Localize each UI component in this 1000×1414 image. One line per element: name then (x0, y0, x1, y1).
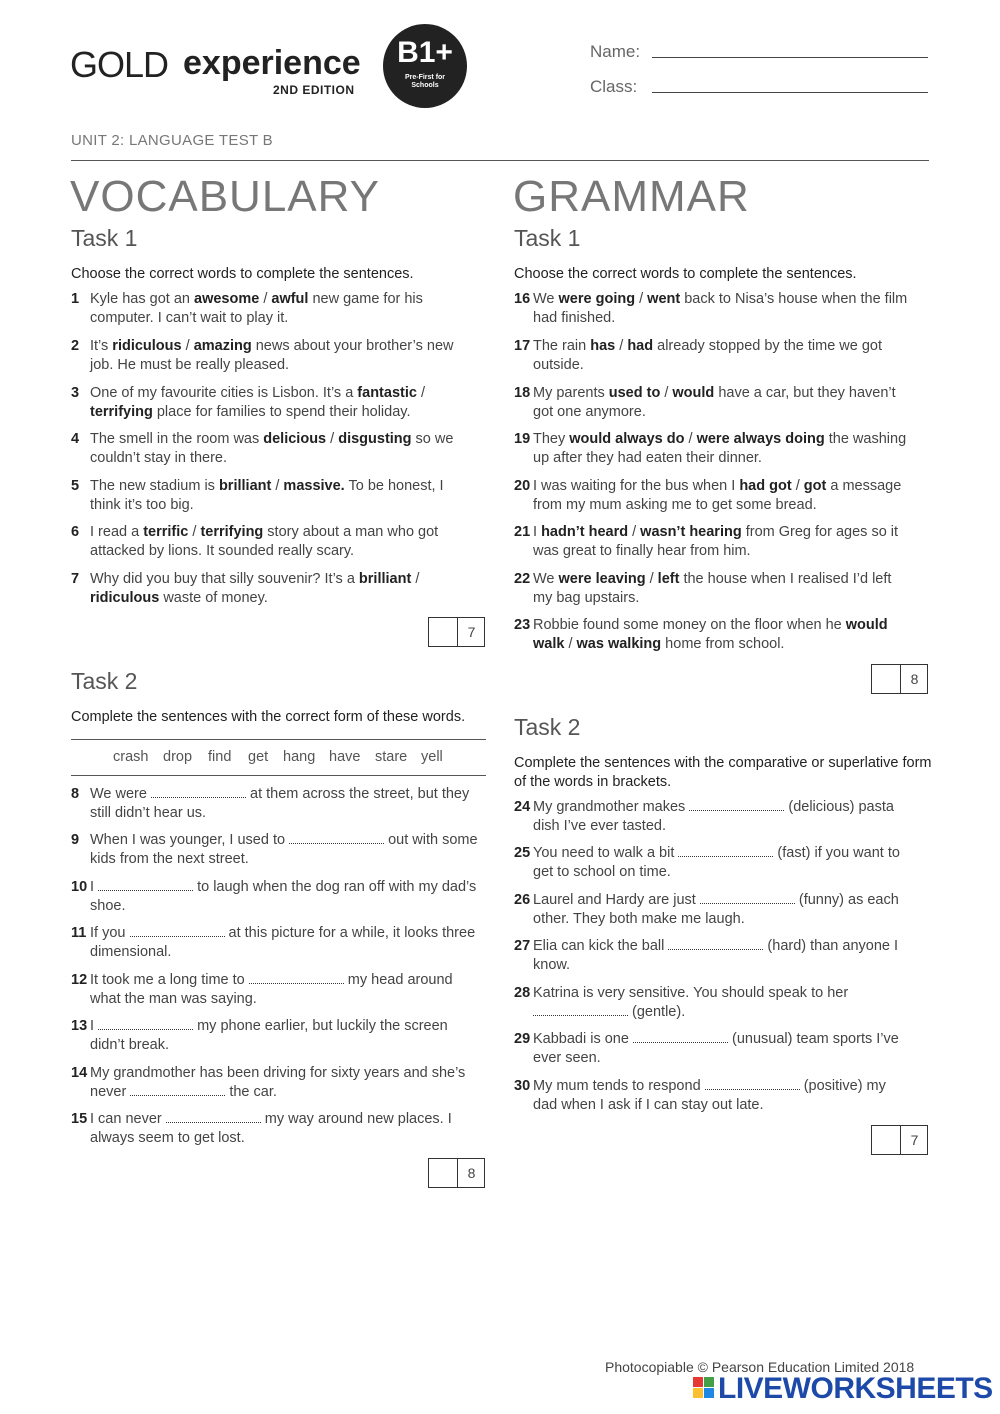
question-text (90, 1017, 486, 1054)
vocab-task1-instruction: Choose the correct words to complete the sentences. (71, 266, 414, 282)
text-after: new game for his computer. I can’t wait to play it. (90, 291, 423, 326)
question-item (514, 337, 914, 374)
text-before: We (533, 291, 559, 307)
choice-option[interactable]: brilliant (358, 571, 412, 587)
answer-blank[interactable] (705, 1077, 800, 1090)
question-text (90, 785, 486, 822)
choice-option[interactable]: ridiculous (112, 338, 182, 354)
question-text (90, 831, 486, 868)
score-total: 8 (467, 1165, 476, 1181)
question-number: 15 (71, 1111, 88, 1127)
question-item (71, 1064, 486, 1101)
score-total: 7 (467, 624, 476, 640)
text-before: We were (90, 786, 151, 802)
choice-option[interactable]: terrifying (200, 524, 264, 540)
text-after: story about a man who got attacked by lions. It sounded really scary. (90, 524, 439, 559)
text-after: a message from my mum asking me to get some bread. (533, 478, 902, 513)
question-item (514, 937, 914, 974)
question-number: 29 (514, 1031, 531, 1047)
question-number: 19 (514, 431, 531, 447)
answer-blank[interactable] (678, 844, 773, 857)
choice-option[interactable]: hadn’t heard (541, 524, 629, 540)
text-after: out with some kids from the next street. (90, 832, 478, 867)
text-before: I read a (90, 524, 144, 540)
choice-option[interactable]: had (627, 338, 654, 354)
text-before: The smell in the room was (90, 431, 264, 447)
text-before: Kabbadi is one (533, 1031, 633, 1047)
header-divider (71, 160, 929, 161)
vocab-task2-score (428, 1158, 485, 1188)
answer-blank[interactable] (689, 798, 784, 811)
question-text (533, 1077, 914, 1114)
choice-option[interactable]: amazing (193, 338, 252, 354)
question-item (71, 785, 486, 822)
question-text: We were leaving / left the house when I realised I’d left my bag upstairs. (533, 571, 892, 606)
text-after: (fast) if you want to get to school on time. (533, 845, 900, 880)
text-before: They (533, 431, 570, 447)
choice-option[interactable]: awful (271, 291, 309, 307)
question-item (71, 477, 471, 514)
text-after: (unusual) team sports I’ve ever seen. (533, 1031, 899, 1066)
class-label: Class: (590, 77, 638, 96)
question-number: 27 (514, 938, 531, 954)
question-text: I read a terrific / terrifying story about a man who got attacked by lions. It sounded really scary. (90, 524, 439, 559)
question-number: 5 (71, 478, 80, 494)
text-before: I (90, 879, 99, 895)
grammar-task2-score (871, 1125, 928, 1155)
question-text: Kyle has got an awesome / awful new game for his computer. I can’t wait to play it. (90, 291, 423, 326)
word-bank-item: find (208, 749, 232, 765)
question-text: They would always do / were always doing the washing up after they had eaten their dinner. (533, 431, 907, 466)
vocab-task2-title: Task 2 (71, 668, 138, 694)
question-text (533, 937, 914, 974)
question-number: 16 (514, 291, 531, 307)
answer-blank[interactable] (151, 785, 246, 798)
question-number: 10 (71, 879, 88, 895)
text-after: so we couldn’t stay in there. (90, 431, 454, 466)
question-number: 14 (71, 1065, 88, 1081)
word-bank-item: have (329, 749, 361, 765)
text-before: One of my favourite cities is Lisbon. It’s a (90, 385, 358, 401)
text-after: to laugh when the dog ran off with my dad’s shoe. (90, 879, 477, 914)
level-badge (383, 24, 467, 108)
text-after: at this picture for a while, it looks three dimensional. (90, 925, 476, 960)
text-after: my head around what the man was saying. (90, 972, 453, 1007)
logo-experience: experience (183, 44, 361, 82)
word-bank-item: get (248, 749, 269, 765)
answer-blank[interactable] (130, 1083, 225, 1096)
question-text (90, 1110, 486, 1147)
question-item (514, 290, 914, 327)
question-number: 9 (71, 832, 80, 848)
text-after: (positive) my dad when I ask if I can stay out late. (533, 1078, 886, 1113)
word-bank-item: drop (163, 749, 193, 765)
text-before: Robbie found some money on the floor when he (533, 617, 846, 633)
word-bank-item: crash (113, 749, 149, 765)
question-number: 23 (514, 617, 531, 633)
answer-blank[interactable] (166, 1110, 261, 1123)
text-after: already stopped by the time we got outside. (533, 338, 883, 373)
question-number: 18 (514, 385, 531, 401)
question-number: 22 (514, 571, 531, 587)
text-before: When I was younger, I used to (90, 832, 290, 848)
choice-option[interactable]: disgusting (338, 431, 412, 447)
vocab-task1-title: Task 1 (71, 225, 138, 251)
question-text: I was waiting for the bus when I had got / got a message from my mum asking me to get some bread. (533, 478, 902, 513)
text-before: It took me a long time to (90, 972, 249, 988)
text-before: Laurel and Hardy are just (533, 892, 700, 908)
question-text (90, 1064, 486, 1101)
class-field[interactable] (652, 92, 928, 93)
text-before: My grandmother makes (533, 799, 690, 815)
answer-blank[interactable] (130, 924, 225, 937)
question-item (71, 971, 486, 1008)
text-before: Why did you buy that silly souvenir? It’s a (90, 571, 359, 587)
question-text: My parents used to / would have a car, but they haven’t got one anymore. (533, 385, 896, 420)
choice-option[interactable]: had got (739, 478, 792, 494)
text-after: (funny) as each other. They both make me laugh. (533, 892, 899, 927)
question-item (71, 430, 471, 467)
text-after: back to Nisa’s house when the film had finished. (533, 291, 908, 326)
question-number: 25 (514, 845, 531, 861)
word-bank-item: stare (375, 749, 408, 765)
score-input-box[interactable] (429, 618, 458, 646)
question-item (514, 430, 914, 467)
unit-label: UNIT 2: LANGUAGE TEST B (71, 132, 273, 149)
question-item (71, 924, 486, 961)
text-before: If you (90, 925, 130, 941)
text-after: from Greg for ages so it was great to finally hear from him. (533, 524, 899, 559)
edition-label: 2ND EDITION (273, 83, 355, 97)
question-number: 21 (514, 524, 531, 540)
choice-option[interactable]: were always doing (696, 431, 825, 447)
question-number: 13 (71, 1018, 88, 1034)
text-before: It’s (90, 338, 113, 354)
text-before: Katrina is very sensitive. You should speak to her (533, 985, 849, 1001)
question-text: Robbie found some money on the floor when he would walk / was walking home from school. (533, 617, 888, 652)
choice-option[interactable]: would (672, 385, 715, 401)
vocabulary-title: VOCABULARY (70, 172, 380, 221)
question-item (514, 891, 914, 928)
choice-option[interactable]: awesome (194, 291, 260, 307)
question-text (90, 924, 486, 961)
text-after: at them across the street, but they still didn’t hear us. (90, 786, 470, 821)
question-number: 8 (71, 786, 80, 802)
choice-option[interactable]: would always do (569, 431, 685, 447)
question-text: One of my favourite cities is Lisbon. It’s a fantastic / terrifying place for families to spend their holiday. (90, 385, 425, 420)
question-item (514, 570, 914, 607)
choice-option[interactable]: terrific (143, 524, 189, 540)
choice-option[interactable]: massive. (283, 478, 345, 494)
text-before: My mum tends to respond (533, 1078, 705, 1094)
question-item (71, 1110, 486, 1147)
question-text (90, 878, 486, 915)
question-item (71, 1017, 486, 1054)
score-input-box[interactable] (872, 665, 901, 693)
question-number: 2 (71, 338, 80, 354)
vocab-task2-instruction: Complete the sentences with the correct form of these words. (71, 709, 466, 725)
choice-option[interactable]: has (590, 338, 616, 354)
question-text (533, 798, 914, 835)
vocab-task1-score (428, 617, 485, 647)
text-after: (hard) than anyone I know. (533, 938, 899, 973)
question-number: 26 (514, 892, 531, 908)
choice-option[interactable]: would walk (533, 617, 888, 652)
text-after: have a car, but they haven’t got one anymore. (533, 385, 896, 420)
question-text: It’s ridiculous / amazing news about your brother’s new job. He must be really pleased. (90, 338, 454, 373)
question-text: Why did you buy that silly souvenir? It’s a brilliant / ridiculous waste of money. (90, 571, 420, 606)
text-after: my phone earlier, but luckily the screen didn’t break. (90, 1018, 448, 1053)
choice-option[interactable]: got (803, 478, 827, 494)
score-input-box[interactable] (429, 1159, 458, 1187)
question-number: 12 (71, 972, 88, 988)
word-bank-item: hang (283, 749, 316, 765)
name-field[interactable] (652, 57, 928, 58)
choice-option[interactable]: terrifying (90, 403, 153, 420)
question-number: 6 (71, 524, 80, 540)
text-after: news about your brother’s new job. He must be really pleased. (90, 338, 454, 373)
answer-blank[interactable] (533, 1003, 628, 1016)
text-before: Elia can kick the ball (533, 938, 669, 954)
question-text (533, 984, 914, 1021)
question-number: 4 (71, 431, 80, 447)
text-before: I was waiting for the bus when I (533, 478, 740, 494)
question-item (71, 290, 471, 327)
question-text: We were going / went back to Nisa’s house when the film had finished. (533, 291, 908, 326)
level-text: B1+ (397, 36, 453, 69)
grammar-task1-score (871, 664, 928, 694)
question-number: 30 (514, 1078, 531, 1094)
copyright-text: Photocopiable © Pearson Education Limited 2018 (605, 1359, 915, 1375)
choice-option[interactable]: wasn’t hearing (640, 524, 742, 540)
question-item (71, 570, 471, 607)
grammar-title: GRAMMAR (513, 172, 750, 221)
word-bank-item: yell (421, 749, 443, 765)
choice-option[interactable]: went (647, 291, 681, 307)
text-after: waste of money. (159, 589, 268, 606)
question-item (71, 523, 471, 560)
choice-option[interactable]: were going (558, 291, 636, 307)
answer-blank[interactable] (98, 1017, 193, 1030)
question-item (71, 878, 486, 915)
text-before: I (533, 524, 542, 540)
text-before: We (533, 571, 559, 587)
text-after: home from school. (661, 635, 785, 652)
score-input-box[interactable] (872, 1126, 901, 1154)
choice-option[interactable]: left (657, 571, 680, 587)
question-number: 7 (71, 571, 80, 587)
grammar-task2-instruction: Complete the sentences with the comparative or superlative form of the words in brackets. (514, 755, 932, 790)
question-number: 28 (514, 985, 531, 1001)
choice-option[interactable]: fantastic (357, 385, 417, 401)
question-item (514, 984, 914, 1021)
text-after: the house when I realised I’d left my bag upstairs. (533, 571, 892, 606)
text-after: the car. (225, 1083, 277, 1100)
score-total: 7 (910, 1132, 919, 1148)
question-text: I hadn’t heard / wasn’t hearing from Greg for ages so it was great to finally hear from him. (533, 524, 899, 559)
text-after: (delicious) pasta dish I’ve ever tasted. (533, 799, 894, 834)
answer-blank[interactable] (289, 831, 384, 844)
text-before: The rain (533, 338, 591, 354)
question-item (514, 1030, 914, 1067)
question-text: The new stadium is brilliant / massive. To be honest, I think it’s too big. (90, 478, 444, 513)
word-box (71, 739, 486, 776)
text-after: To be honest, I think it’s too big. (90, 478, 444, 513)
question-item (514, 477, 914, 514)
question-number: 20 (514, 478, 531, 494)
question-item (514, 523, 914, 560)
liveworksheets-watermark: LIVEWORKSHEETS (718, 1372, 993, 1405)
text-after: the washing up after they had eaten their dinner. (533, 431, 907, 466)
question-item (514, 384, 914, 421)
question-text (533, 844, 914, 881)
question-item (71, 831, 486, 868)
text-after: place for families to spend their holiday. (152, 403, 411, 420)
question-number: 11 (71, 925, 87, 941)
text-before: Kyle has got an (90, 291, 194, 307)
level-subtext: Pre-First for Schools (404, 74, 446, 89)
question-item (71, 384, 471, 421)
grammar-task1-instruction: Choose the correct words to complete the sentences. (514, 266, 857, 282)
score-total: 8 (910, 671, 919, 687)
question-text (533, 1030, 914, 1067)
question-text: The smell in the room was delicious / disgusting so we couldn’t stay in there. (90, 431, 454, 466)
answer-blank[interactable] (98, 878, 193, 891)
text-after: (gentle). (628, 1003, 686, 1020)
answer-blank[interactable] (633, 1030, 728, 1043)
choice-option[interactable]: delicious (263, 431, 327, 447)
question-number: 1 (71, 291, 80, 307)
question-text (533, 891, 914, 928)
choice-option[interactable]: used to (608, 385, 661, 401)
logo-gold: GOLD (70, 44, 169, 85)
question-item (514, 616, 914, 653)
question-number: 24 (514, 799, 531, 815)
question-item (514, 1077, 914, 1114)
grammar-task1-title: Task 1 (514, 225, 581, 251)
text-after: my way around new places. I always seem to get lost. (90, 1111, 452, 1146)
question-item (71, 337, 471, 374)
text-before: The new stadium is (90, 478, 219, 494)
name-label: Name: (590, 42, 641, 61)
question-item (514, 844, 914, 881)
text-before: My parents (533, 385, 609, 401)
choice-option[interactable]: ridiculous (90, 589, 160, 606)
answer-blank[interactable] (249, 971, 344, 984)
text-before: I can never (90, 1111, 166, 1127)
text-before: I (90, 1018, 99, 1034)
text-before: You need to walk a bit (533, 845, 679, 861)
answer-blank[interactable] (668, 937, 763, 950)
choice-option[interactable]: were leaving (558, 571, 646, 587)
question-number: 3 (71, 385, 80, 401)
liveworksheets-logo-icon (693, 1377, 715, 1399)
grammar-task2-title: Task 2 (514, 714, 581, 740)
answer-blank[interactable] (700, 891, 795, 904)
text-before: My grandmother has been driving for sixty years and she’s never (90, 1065, 466, 1100)
question-text: The rain has / had already stopped by the time we got outside. (533, 338, 883, 373)
question-number: 17 (514, 338, 531, 354)
question-text (90, 971, 486, 1008)
choice-option[interactable]: brilliant (218, 478, 272, 494)
choice-option[interactable]: was walking (576, 635, 662, 652)
question-item (514, 798, 914, 835)
